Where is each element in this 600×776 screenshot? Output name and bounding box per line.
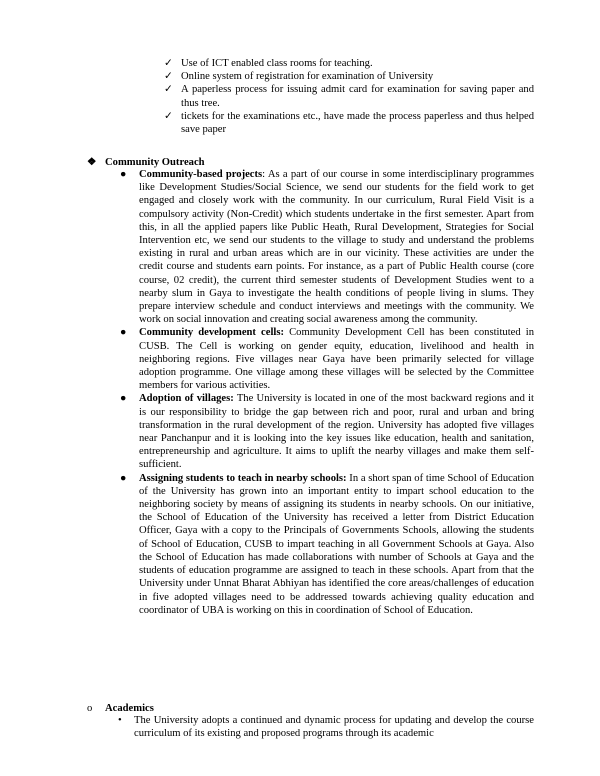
- item-title: Adoption of villages:: [139, 393, 234, 405]
- bullet-icon: •: [118, 715, 122, 726]
- academics-list: [118, 714, 534, 740]
- list-item: ✓ A paperless process for issuing admit card for examination for saving paper and thus tree.: [164, 84, 534, 109]
- checkmark-icon: ✓: [164, 110, 173, 122]
- list-item: [118, 472, 534, 617]
- bullet-icon: ●: [120, 393, 127, 405]
- community-outreach-list: [118, 168, 534, 617]
- ict-checklist: [164, 57, 534, 136]
- diamond-bullet-icon: ❖: [87, 157, 97, 168]
- list-item: • The University adopts a continued and dynamic process for updating and develop the course curriculum of its existing and proposed programs through its academic: [118, 715, 534, 740]
- checkmark-icon: ✓: [164, 58, 173, 69]
- community-outreach-heading: ❖ Community Outreach: [87, 157, 205, 168]
- checkmark-icon: ✓: [164, 84, 173, 96]
- circle-bullet-icon: o: [87, 703, 93, 714]
- item-text: : As a part of our course in some interdisciplinary programmes like Development Studies/Social Science, we send our students for the field work to get engaged and closely work with the community. In our curriculum, Rural Field Visit is a compulsory activity (Non-Credit) which students undertake in the first semester. Apart from this, in all the applied papers like Public Heath, Rural Development, Strategies for Social Intervention etc, we send our students to the village to study and understand the problems existing in rural and urban areas which are in our vicinity. These activities are under the credit course and students earn points. For instance, as a part of Public Health course (core course, 02 credit), the current third semester students of Development Studies went to a nearby slum in Gaya to investigate the health conditions of people living in slums. They prepare interview schedule and conduct interviews and meetings with the community. We work on social innovation and creating social awareness among the community.: [139, 169, 535, 326]
- checkmark-icon: ✓: [164, 71, 173, 83]
- list-item: [118, 326, 534, 392]
- item-text: Community Development Cell has been constituted in CUSB. The Cell is working on gender equity, education, livelihood and health in neighboring regions. Five villages near Gaya have been primarily selected for village adoption programme. One village among these villages will be selected by the Committee members for various activities.: [139, 327, 535, 392]
- item-title: Assigning students to teach in nearby schools:: [139, 472, 347, 484]
- item-title: Community development cells:: [139, 327, 284, 339]
- list-item: [118, 168, 534, 326]
- item-text: In a short span of time School of Education of the University has grown into an important entity to impart school education to the neighboring society by means of assigning its students in nearby schools. On our initiative, the School of Education of the University has received a letter from District Education Officer, Gaya with a copy to the Principals of Governments Schools, allowing the students of School of Education, CUSB to impart teaching in all Government Schools at Gaya. Also the School of Education has made collaborations with number of Schools at Gaya and the students of education programme are assigned to teach in these schools. Apart from that the University under Unnat Bharat Abhiyan has identified the core areas/challenges of education in five adopted villages need to be addressed towards achieving quality education and coordinator of UBA is working on this in coordination of School of Education.: [139, 472, 534, 616]
- academics-heading: o Academics: [87, 703, 154, 714]
- list-item: [118, 392, 534, 471]
- list-item: ✓ Online system of registration for examination of University: [164, 71, 434, 83]
- list-item: ✓ Use of ICT enabled class rooms for teaching.: [164, 58, 373, 69]
- bullet-icon: ●: [120, 327, 127, 339]
- item-text: The University is located in one of the most backward regions and it is our responsibility to bridge the gap between rich and poor, rural and urban and bring transformation in the rural development of the region. University has adopted five villages near Panchanpur and it is looking into the key issues like education, health and sanitation, entrepreneurship and agriculture. It aims to uplift the nearby villages and make them self-sufficient.: [139, 393, 534, 471]
- item-title: Community-based projects: [139, 169, 263, 180]
- list-item: ✓ tickets for the examinations etc., have made the process paperless and thus helped save paper: [164, 110, 534, 136]
- bullet-icon: ●: [120, 472, 127, 484]
- bullet-icon: ●: [120, 169, 127, 180]
